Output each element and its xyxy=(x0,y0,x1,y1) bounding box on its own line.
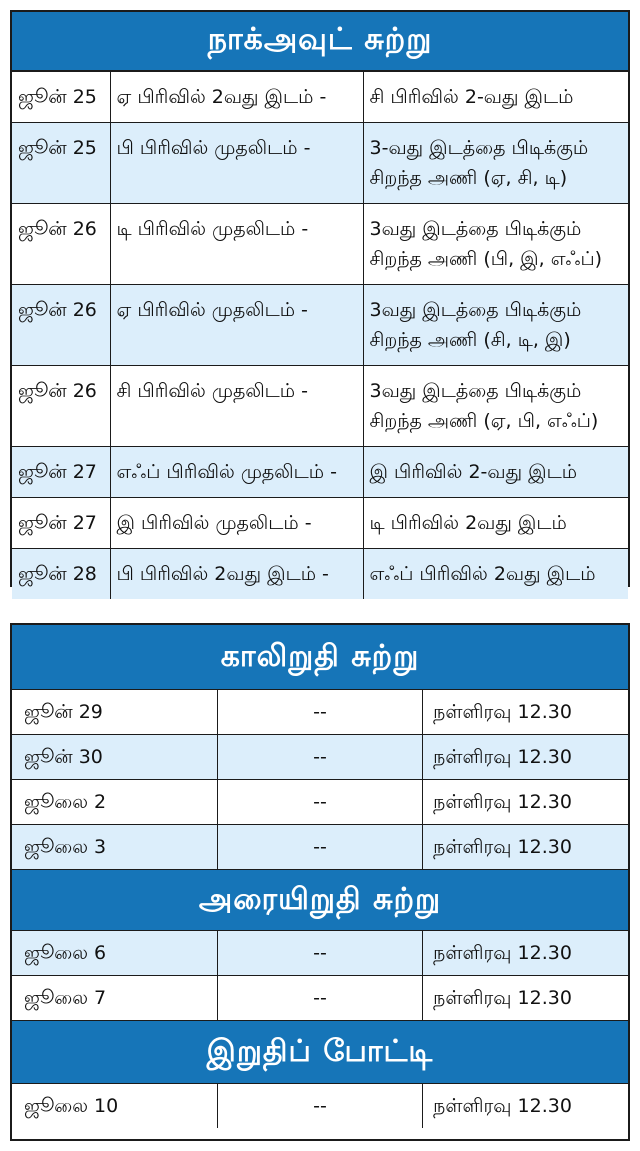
match-date: ஜூன் 27 xyxy=(12,498,110,549)
match-teams: -- xyxy=(217,1084,422,1129)
match-time: நள்ளிரவு 12.30 xyxy=(423,976,628,1021)
team-two: 3வது இடத்தை பிடிக்கும் சிறந்த அணி (ஏ, பி, எஃப்) xyxy=(363,366,628,447)
team-one: டி பிரிவில் முதலிடம் - xyxy=(110,204,363,285)
match-date: ஜூன் 28 xyxy=(12,549,110,600)
table-row xyxy=(12,780,628,825)
team-two: 3வது இடத்தை பிடிக்கும் சிறந்த அணி (சி, டி, இ) xyxy=(363,285,628,366)
team-two: சி பிரிவில் 2-வது இடம் xyxy=(369,86,574,108)
table-row xyxy=(12,549,628,600)
match-time: நள்ளிரவு 12.30 xyxy=(423,735,628,780)
match-date: ஜூலை 7 xyxy=(12,976,217,1021)
table-row xyxy=(12,366,628,447)
table-row xyxy=(12,447,628,498)
team-one: பி பிரிவில் முதலிடம் - xyxy=(110,123,363,204)
match-date: ஜூலை 3 xyxy=(12,825,217,870)
team-two: 3-வது இடத்தை பிடிக்கும் சிறந்த அணி (ஏ, சி, டி) xyxy=(363,123,628,204)
table-row xyxy=(12,931,628,976)
match-time: நள்ளிரவு 12.30 xyxy=(423,1084,628,1129)
later-rounds-fixtures xyxy=(12,625,628,1128)
match-time: நள்ளிரவு 12.30 xyxy=(423,780,628,825)
match-teams: -- xyxy=(217,825,422,870)
match-date: ஜூன் 29 xyxy=(12,690,217,735)
section-header-row xyxy=(12,870,628,931)
quarter-final-title: காலிறுதி சுற்று xyxy=(12,625,628,689)
match-teams: -- xyxy=(217,690,422,735)
table-row xyxy=(12,123,628,204)
match-teams: -- xyxy=(217,780,422,825)
match-time: நள்ளிரவு 12.30 xyxy=(423,690,628,735)
match-date: ஜூன் 26 xyxy=(12,285,110,366)
match-date: ஜூன் 26 xyxy=(12,366,110,447)
table-row xyxy=(12,825,628,870)
section-header-row xyxy=(12,1021,628,1084)
match-time: நள்ளிரவு 12.30 xyxy=(423,825,628,870)
table-row xyxy=(12,285,628,366)
match-date: ஜூன் 30 xyxy=(12,735,217,780)
team-one: ஏ பிரிவில் 2வது இடம் - xyxy=(110,72,363,123)
table-row xyxy=(12,1084,628,1129)
table-row xyxy=(12,735,628,780)
match-teams: -- xyxy=(217,931,422,976)
later-rounds-table xyxy=(10,623,630,1141)
team-one: எஃப் பிரிவில் முதலிடம் - xyxy=(110,447,363,498)
match-date: ஜூன் 25 xyxy=(12,123,110,204)
match-teams: -- xyxy=(217,735,422,780)
team-one: சி பிரிவில் முதலிடம் - xyxy=(110,366,363,447)
table-row xyxy=(12,690,628,735)
team-one: இ பிரிவில் முதலிடம் - xyxy=(110,498,363,549)
match-date: ஜூன் 25 xyxy=(12,72,110,123)
section-header-row xyxy=(12,625,628,690)
team-one: ஏ பிரிவில் முதலிடம் - xyxy=(110,285,363,366)
match-date: ஜூலை 2 xyxy=(12,780,217,825)
match-date: ஜூலை 6 xyxy=(12,931,217,976)
match-date: ஜூலை 10 xyxy=(12,1084,217,1129)
match-date: ஜூன் 26 xyxy=(12,204,110,285)
table-row xyxy=(12,72,628,123)
team-one: பி பிரிவில் 2வது இடம் - xyxy=(110,549,363,600)
semi-final-title: அரையிறுதி சுற்று xyxy=(12,870,628,930)
table-row xyxy=(12,204,628,285)
knockout-round-table xyxy=(10,10,630,587)
table-row xyxy=(12,498,628,549)
final-title: இறுதிப் போட்டி xyxy=(12,1021,628,1083)
knockout-fixtures xyxy=(12,72,628,599)
match-date: ஜூன் 27 xyxy=(12,447,110,498)
team-two: இ பிரிவில் 2-வது இடம் xyxy=(363,447,628,498)
match-teams: -- xyxy=(217,976,422,1021)
team-two: 3வது இடத்தை பிடிக்கும் சிறந்த அணி (பி, இ, எஃப்) xyxy=(363,204,628,285)
team-two: எஃப் பிரிவில் 2வது இடம் xyxy=(363,549,628,600)
team-two: டி பிரிவில் 2வது இடம் xyxy=(363,498,628,549)
match-time: நள்ளிரவு 12.30 xyxy=(423,931,628,976)
table-row xyxy=(12,976,628,1021)
knockout-round-title: நாக்அவுட் சுற்று xyxy=(12,12,628,72)
